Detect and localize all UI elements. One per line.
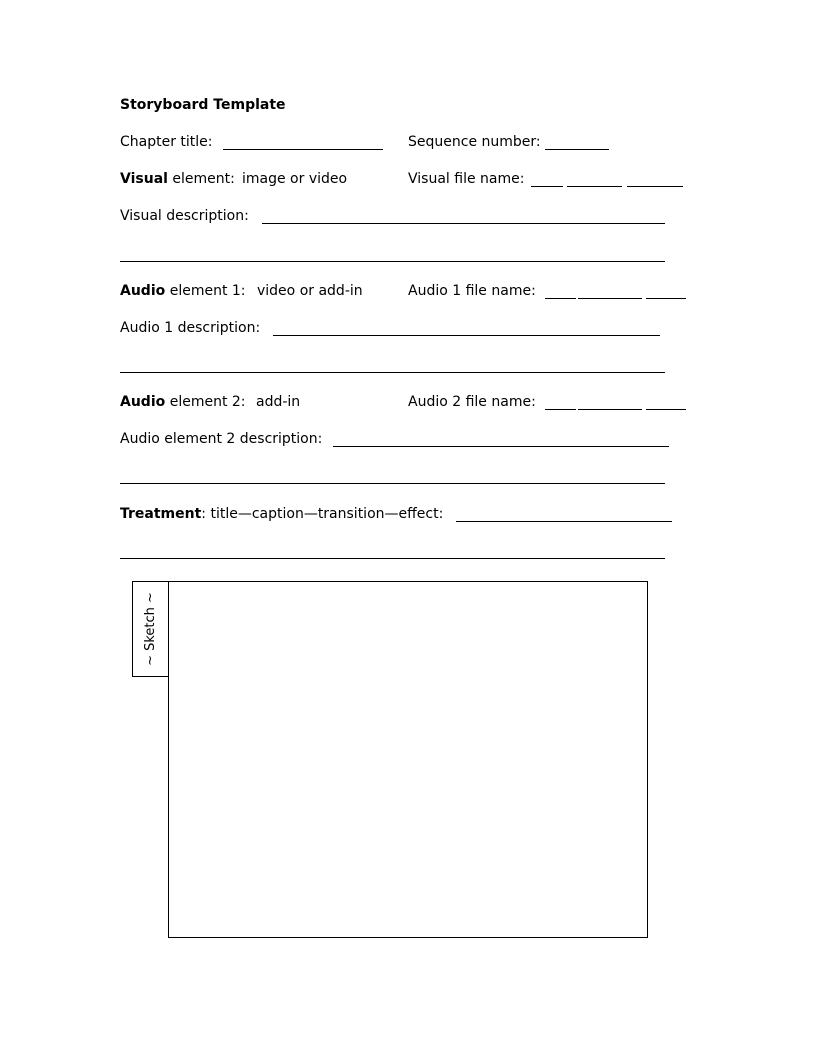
sequence-number-field[interactable]	[545, 149, 609, 150]
visual-description-field-line-2[interactable]	[120, 261, 665, 262]
audio-2-file-name-field-1[interactable]	[545, 409, 576, 410]
audio-element-1-label	[120, 282, 246, 300]
sketch-tab	[132, 581, 169, 677]
visual-element-options: image or video	[242, 171, 348, 187]
audio-1-file-name-field-3[interactable]	[646, 298, 686, 299]
audio-1-description-field[interactable]	[273, 335, 660, 336]
visual-description-label: Visual description:	[120, 208, 249, 224]
treatment-field[interactable]	[456, 521, 672, 522]
audio-2-file-name-field-2[interactable]	[578, 409, 642, 410]
visual-rest-label: element:	[167, 171, 235, 187]
sequence-number-label: Sequence number:	[408, 134, 541, 150]
audio-element-2-label	[120, 393, 246, 411]
audio-1-file-name-label: Audio 1 file name:	[408, 283, 536, 299]
treatment-rest-label: : title—caption—transition—effect:	[201, 506, 444, 522]
chapter-title-label: Chapter title:	[120, 134, 213, 150]
treatment-bold-label: Treatment	[120, 506, 202, 522]
treatment-field-line-2[interactable]	[120, 558, 665, 559]
audio-1-file-name-field-1[interactable]	[545, 298, 576, 299]
audio1-rest-label: element 1:	[165, 283, 246, 299]
visual-file-name-field-3[interactable]	[627, 186, 683, 187]
visual-file-name-field-2[interactable]	[567, 186, 622, 187]
visual-description-field[interactable]	[262, 223, 665, 224]
treatment-label	[120, 505, 443, 523]
audio-2-file-name-label: Audio 2 file name:	[408, 394, 536, 410]
audio-1-description-field-line-2[interactable]	[120, 372, 665, 373]
chapter-title-field[interactable]	[223, 149, 383, 150]
sketch-area[interactable]	[168, 581, 648, 938]
audio2-bold-label: Audio	[120, 394, 166, 410]
audio-2-description-label: Audio element 2 description:	[120, 431, 323, 447]
audio-2-description-field-line-2[interactable]	[120, 483, 665, 484]
audio-2-file-name-field-3[interactable]	[646, 409, 686, 410]
page-title: Storyboard Template	[120, 97, 286, 113]
audio-2-description-field[interactable]	[333, 446, 669, 447]
visual-bold-label: Visual	[120, 171, 168, 187]
audio-element-1-options: video or add-in	[257, 283, 363, 299]
audio-1-file-name-field-2[interactable]	[578, 298, 642, 299]
audio1-bold-label: Audio	[120, 283, 166, 299]
audio-1-description-label: Audio 1 description:	[120, 320, 261, 336]
audio-element-2-options: add-in	[256, 394, 301, 410]
visual-file-name-label: Visual file name:	[408, 171, 525, 187]
visual-file-name-field-1[interactable]	[531, 186, 563, 187]
audio2-rest-label: element 2:	[165, 394, 246, 410]
sketch-tab-label: ~ Sketch ~	[142, 592, 158, 666]
visual-element-label	[120, 170, 235, 188]
